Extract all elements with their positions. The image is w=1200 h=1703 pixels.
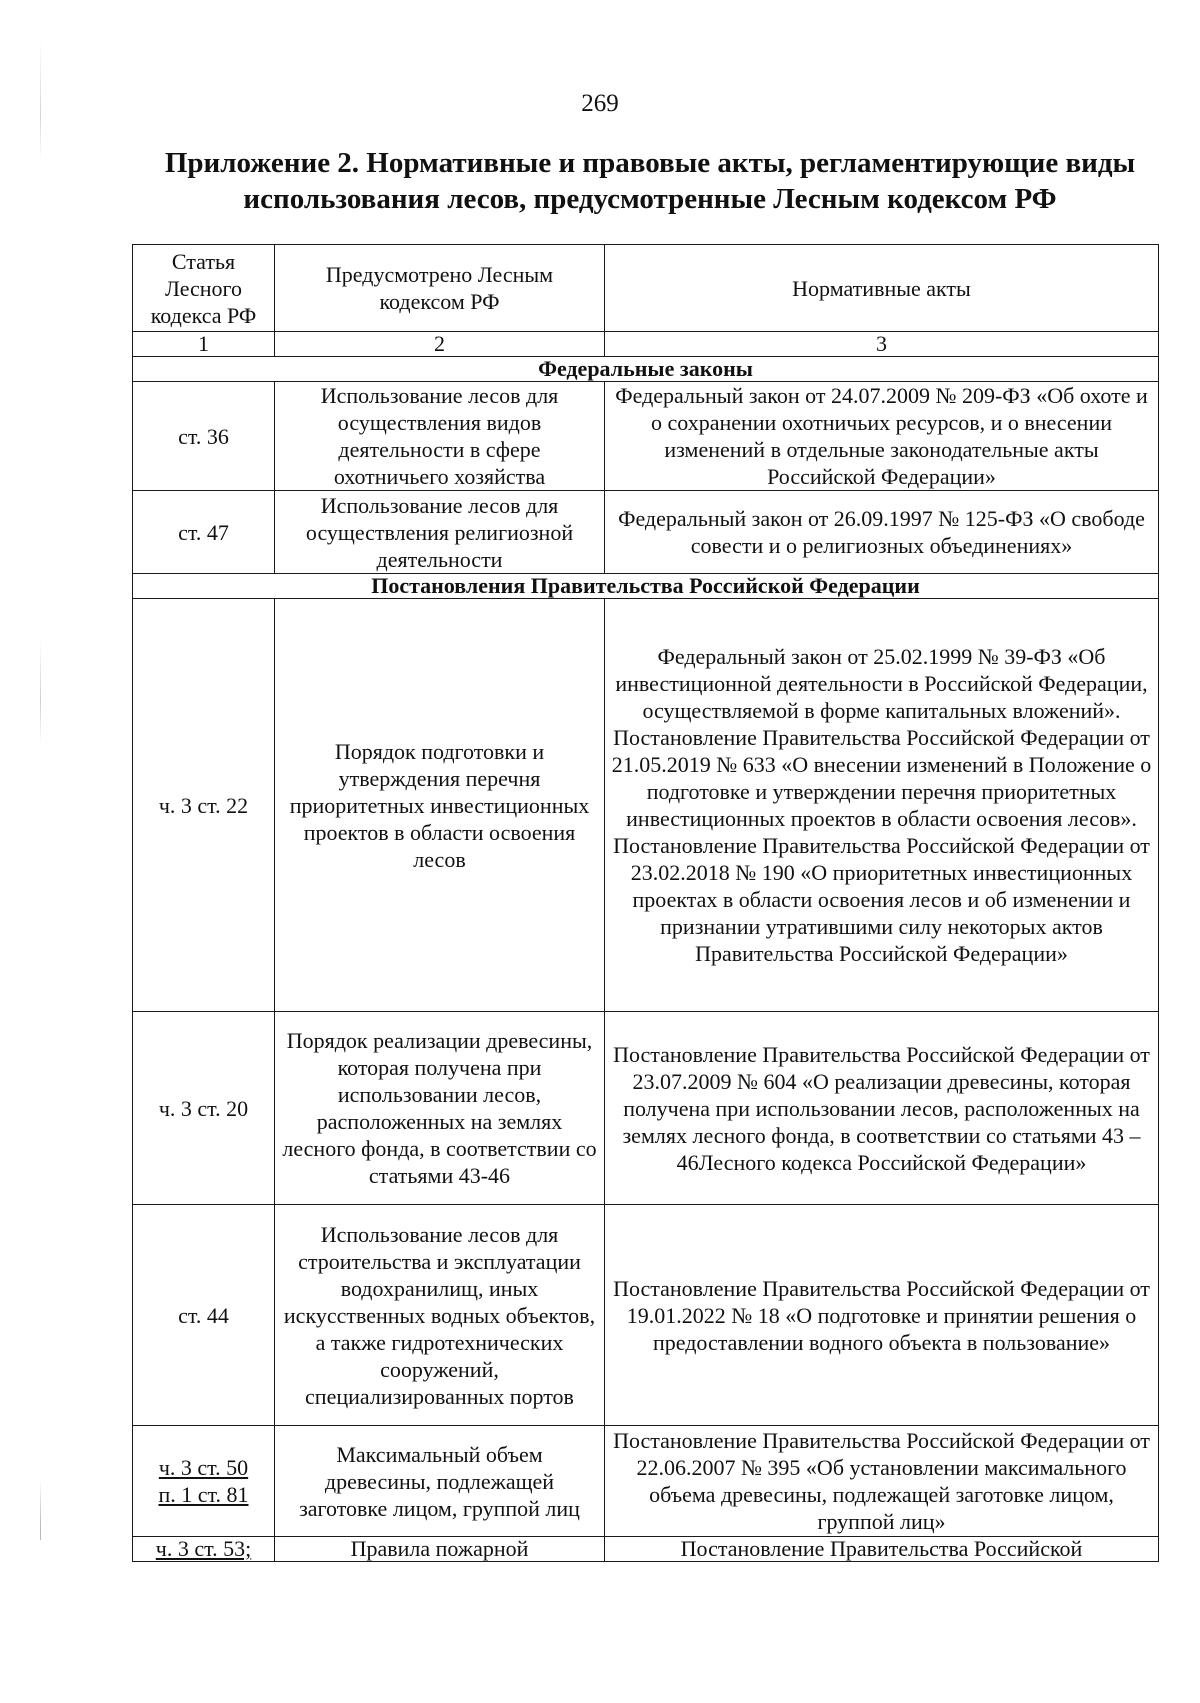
acts-cell: Федеральный закон от 26.09.1997 № 125-ФЗ «О свободе совести и о религиозных объединениях» [605, 491, 1159, 574]
provision-cell: Порядок подготовки и утверждения перечня приоритетных инвестиционных проектов в области освоения лесов [275, 599, 605, 1012]
section-header-row [133, 357, 1159, 382]
acts-cell: Федеральный закон от 24.07.2009 № 209-ФЗ «Об охоте и о сохранении охотничьих ресурсов, и о внесении изменений в отдельные законодательные акты Российской Федерации» [605, 382, 1159, 491]
table-row [133, 1537, 1159, 1562]
article-cell: ч. 3 ст. 20 [133, 1012, 275, 1205]
header-provision: Предусмотрено Лесным кодексом РФ [275, 245, 605, 332]
provision-cell: Правила пожарной [275, 1537, 605, 1562]
section-header-row [133, 574, 1159, 599]
provision-cell: Использование лесов для осуществления религиозной деятельности [275, 491, 605, 574]
article-cell: ст. 36 [133, 382, 275, 491]
column-number-row [133, 332, 1159, 357]
acts-cell: Постановление Правительства Российской [605, 1537, 1159, 1562]
title-line-1: Приложение 2. Нормативные и правовые акты, регламентирующие виды [164, 147, 1136, 179]
article-cell: ч. 3 ст. 22 [133, 599, 275, 1012]
table-row [133, 382, 1159, 491]
article-link-1[interactable]: ч. 3 ст. 50 [158, 1455, 249, 1480]
table-row [133, 1426, 1159, 1537]
provision-cell: Использование лесов для строительства и эксплуатации водохранилищ, иных искусственных водных объектов, а также гидротехнических сооружений, специализированных портов [275, 1205, 605, 1426]
provision-cell: Использование лесов для осуществления видов деятельности в сфере охотничьего хозяйства [275, 382, 605, 491]
header-acts: Нормативные акты [605, 245, 1159, 332]
article-cell [133, 1537, 275, 1562]
document-title [150, 145, 1150, 217]
table-header-row [133, 245, 1159, 332]
header-article: Статья Лесного кодекса РФ [133, 245, 275, 332]
title-line-2: использования лесов, предусмотренные Лесным кодексом РФ [243, 183, 1057, 215]
column-number: 3 [605, 332, 1159, 357]
table-row [133, 491, 1159, 574]
article-link[interactable]: ч. 3 ст. 53; [155, 1536, 252, 1561]
article-cell [133, 1426, 275, 1537]
column-number: 2 [275, 332, 605, 357]
article-cell: ст. 47 [133, 491, 275, 574]
table-row [133, 1012, 1159, 1205]
section-title: Постановления Правительства Российской Федерации [133, 574, 1159, 599]
acts-cell: Постановление Правительства Российской Федерации от 23.07.2009 № 604 «О реализации древесины, которая получена при использовании лесов, расположенных на землях лесного фонда, в соответствии со статьями 43 – 46Лесного кодекса Российской Федерации» [605, 1012, 1159, 1205]
scan-margin-line [40, 40, 41, 1540]
provision-cell: Порядок реализации древесины, которая получена при использовании лесов, расположенных на землях лесного фонда, в соответствии со статьями 43-46 [275, 1012, 605, 1205]
acts-cell: Постановление Правительства Российской Федерации от 22.06.2007 № 395 «Об установлении максимального объема древесины, подлежащей заготовке лицом, группой лиц» [605, 1426, 1159, 1537]
acts-cell: Постановление Правительства Российской Федерации от 19.01.2022 № 18 «О подготовке и принятии решения о предоставлении водного объекта в пользование» [605, 1205, 1159, 1426]
article-link-2[interactable]: п. 1 ст. 81 [158, 1482, 249, 1507]
article-cell: ст. 44 [133, 1205, 275, 1426]
column-number: 1 [133, 332, 275, 357]
table-row [133, 1205, 1159, 1426]
section-title: Федеральные законы [133, 357, 1159, 382]
acts-cell: Федеральный закон от 25.02.1999 № 39-ФЗ «Об инвестиционной деятельности в Российской Федерации, осуществляемой в форме капитальных вложений». Постановление Правительства Российской Федерации от 21.05.2019 № 633 «О внесении изменений в Положение о подготовке и утверждении перечня приоритетных инвестиционных проектов в области освоения лесов». Постановление Правительства Российской Федерации от 23.02.2018 № 190 «О приоритетных инвестиционных проектах в области освоения лесов и об изменении и признании утратившими силу некоторых актов Правительства Российской Федерации» [605, 599, 1159, 1012]
provision-cell: Максимальный объем древесины, подлежащей заготовке лицом, группой лиц [275, 1426, 605, 1537]
table-row [133, 599, 1159, 1012]
page-number: 269 [581, 90, 619, 117]
regulations-table [132, 244, 1159, 1562]
